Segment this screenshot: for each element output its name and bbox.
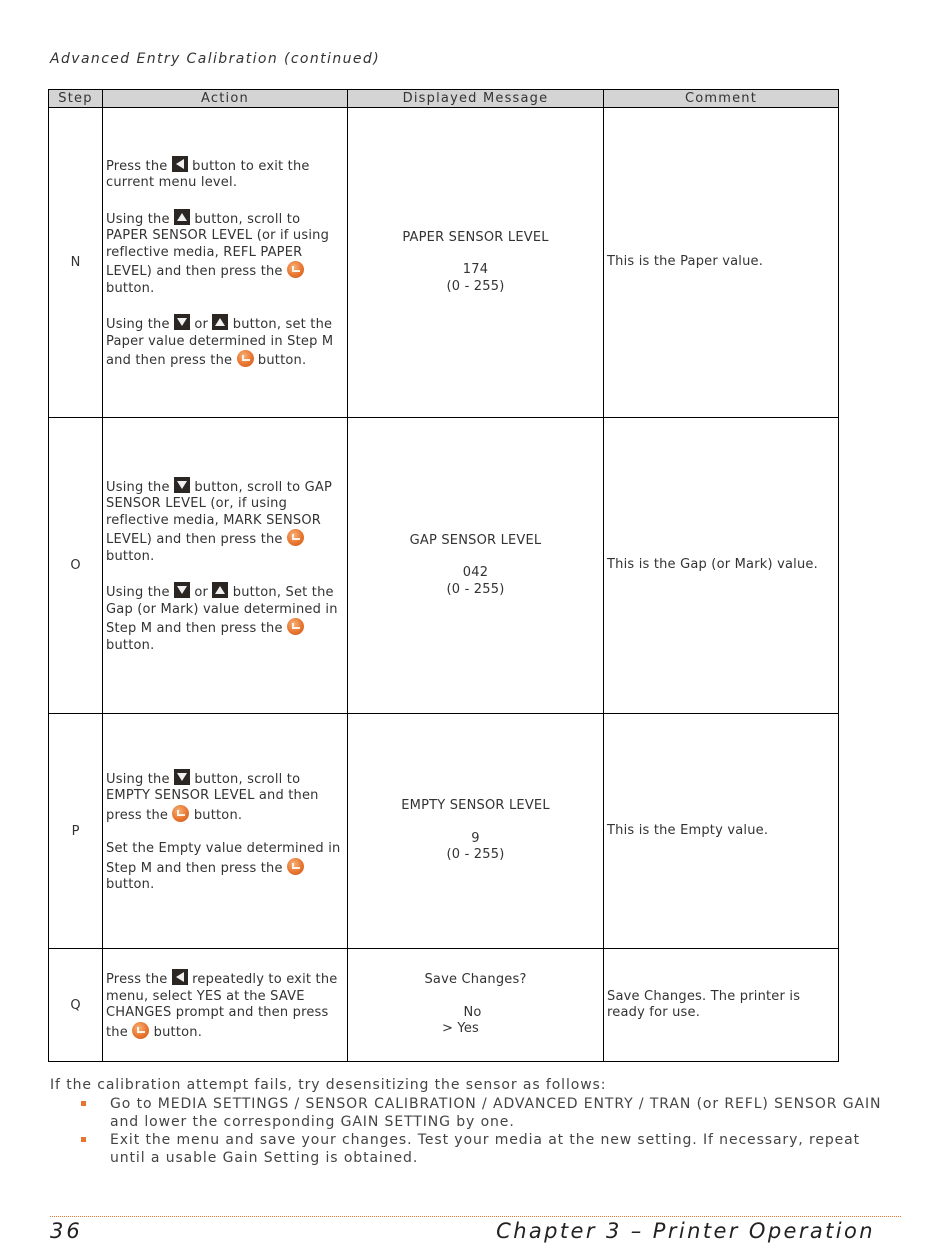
bullet-square-icon xyxy=(81,1137,86,1142)
message-cell xyxy=(348,949,604,1062)
action-text: Using the xyxy=(106,317,170,332)
message-title: PAPER SENSOR LEVEL xyxy=(402,229,549,245)
message-cell xyxy=(348,108,604,418)
step-cell: Q xyxy=(49,949,103,1062)
comment-cell: This is the Empty value. xyxy=(604,714,839,949)
table-row xyxy=(49,714,839,949)
bullet-square-icon xyxy=(81,1101,86,1106)
message-option-yes: > Yes xyxy=(441,1021,479,1037)
header-message: Displayed Message xyxy=(348,90,604,108)
message-option-no: No xyxy=(463,1004,482,1020)
action-text: button to exit the current menu level. xyxy=(106,158,310,190)
action-text: button. xyxy=(153,1024,203,1040)
action-text: Using the xyxy=(106,479,170,495)
troubleshooting-list xyxy=(50,1095,900,1167)
comment-cell: This is the Gap (or Mark) value. xyxy=(604,418,839,714)
action-text: button, Set the Gap (or Mark) value determined in Step M and then press the xyxy=(106,585,338,637)
action-text: Using the xyxy=(106,771,170,787)
action-text: or xyxy=(194,317,209,332)
action-text: Using the xyxy=(106,585,170,601)
table-row xyxy=(49,418,839,714)
message-value: 174 xyxy=(462,262,489,278)
action-text: Press the xyxy=(106,158,168,174)
message-cell xyxy=(348,418,604,714)
action-text: button, scroll to EMPTY SENSOR LEVEL and then press the xyxy=(106,771,319,823)
list-item-text: Exit the menu and save your changes. Test your media at the new setting. If necessary, repeat until a usable Gain Setting is obtained. xyxy=(110,1132,861,1166)
table-row xyxy=(49,108,839,418)
action-cell xyxy=(103,714,348,949)
message-value: 9 xyxy=(471,830,480,846)
comment-cell: This is the Paper value. xyxy=(604,108,839,418)
enter-button-icon xyxy=(237,350,254,367)
action-text: button. xyxy=(193,807,243,823)
message-range: (0 - 255) xyxy=(446,847,505,863)
chapter-title: Chapter 3 – Printer Operation xyxy=(496,1219,875,1243)
step-cell: N xyxy=(49,108,103,418)
enter-button-icon xyxy=(132,1022,149,1039)
enter-button-icon xyxy=(287,261,304,278)
action-text: repeatedly to exit the menu, select YES at the SAVE CHANGES prompt and then press the xyxy=(106,972,338,1040)
action-text: button, scroll to PAPER SENSOR LEVEL (or if using reflective media, REFL PAPER LEVEL) and then press the xyxy=(106,211,330,279)
left-arrow-button-icon xyxy=(172,156,188,172)
action-text: button, set the Paper value determined in Step M and then press the xyxy=(106,317,334,368)
header-comment: Comment xyxy=(604,90,839,108)
message-title: EMPTY SENSOR LEVEL xyxy=(401,798,550,814)
message-title: Save Changes? xyxy=(424,972,527,988)
list-item xyxy=(50,1131,900,1167)
message-range: (0 - 255) xyxy=(446,581,505,597)
troubleshooting-intro: If the calibration attempt fails, try desensitizing the sensor as follows: xyxy=(50,1077,607,1093)
action-text: button. xyxy=(106,280,155,296)
calibration-table xyxy=(48,89,839,1062)
action-text: button. xyxy=(106,548,155,564)
action-cell xyxy=(103,418,348,714)
table-header-row xyxy=(49,90,839,108)
action-cell xyxy=(103,108,348,418)
page-number: 36 xyxy=(50,1219,83,1243)
enter-button-icon xyxy=(287,529,304,546)
down-arrow-button-icon xyxy=(174,582,190,598)
action-text: button, scroll to GAP SENSOR LEVEL (or, if using reflective media, MARK SENSOR LEVEL) and then press the xyxy=(106,479,332,548)
step-cell: P xyxy=(49,714,103,949)
enter-button-icon xyxy=(287,858,304,875)
up-arrow-button-icon xyxy=(174,209,190,225)
down-arrow-button-icon xyxy=(174,769,190,785)
action-text: button. xyxy=(106,877,155,892)
enter-button-icon xyxy=(287,618,304,635)
section-title: Advanced Entry Calibration (continued) xyxy=(50,51,381,67)
left-arrow-button-icon xyxy=(172,969,188,985)
message-range: (0 - 255) xyxy=(446,278,505,294)
enter-button-icon xyxy=(172,805,189,822)
list-item xyxy=(50,1095,900,1131)
action-text: Using the xyxy=(106,211,170,227)
action-text: Press the xyxy=(106,972,168,987)
comment-cell: Save Changes. The printer is ready for use. xyxy=(604,949,839,1062)
action-text: button. xyxy=(106,637,155,653)
step-cell: O xyxy=(49,418,103,714)
footer-divider xyxy=(50,1216,901,1217)
down-arrow-button-icon xyxy=(174,477,190,493)
up-arrow-button-icon xyxy=(212,314,228,330)
up-arrow-button-icon xyxy=(212,582,228,598)
action-text: button. xyxy=(257,353,307,368)
header-step: Step xyxy=(49,90,103,108)
table-row xyxy=(49,949,839,1062)
message-value: 042 xyxy=(462,565,489,581)
down-arrow-button-icon xyxy=(174,314,190,330)
list-item-text: Go to MEDIA SETTINGS / SENSOR CALIBRATION / ADVANCED ENTRY / TRAN (or REFL) SENSOR GAIN and lower the corresponding GAIN SETTING by one. xyxy=(110,1096,882,1130)
troubleshooting-section xyxy=(50,1076,900,1167)
action-text: Set the Empty value determined in Step M and then press the xyxy=(106,841,341,876)
header-action: Action xyxy=(103,90,348,108)
action-cell xyxy=(103,949,348,1062)
message-cell xyxy=(348,714,604,949)
message-title: GAP SENSOR LEVEL xyxy=(409,532,542,548)
action-text: or xyxy=(194,585,209,601)
